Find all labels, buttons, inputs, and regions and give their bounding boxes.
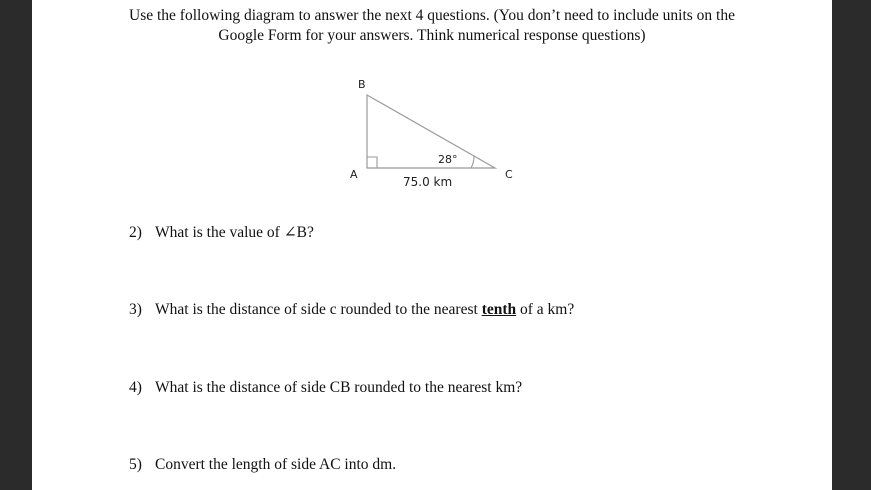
question-2 bbox=[129, 223, 314, 242]
document-page bbox=[32, 0, 832, 490]
question-5-number: 5) bbox=[129, 456, 142, 473]
question-5 bbox=[129, 456, 396, 474]
question-5-text: Convert the length of side AC into dm. bbox=[155, 456, 397, 473]
side-ac-label: 75.0 km bbox=[403, 175, 453, 189]
question-2-number: 2) bbox=[129, 224, 142, 241]
question-3-text-before: What is the distance of side c rounded to the nearest bbox=[155, 301, 482, 318]
vertex-label-b: B bbox=[358, 78, 366, 91]
question-3-emphasis: tenth bbox=[481, 301, 517, 318]
angle-arc-c bbox=[471, 156, 474, 168]
vertex-label-a: A bbox=[350, 168, 358, 181]
question-3-number: 3) bbox=[129, 301, 142, 318]
question-3 bbox=[129, 301, 574, 319]
triangle-diagram bbox=[32, 0, 832, 200]
question-4-text: What is the distance of side CB rounded to the nearest km? bbox=[155, 379, 523, 396]
vertex-label-c: C bbox=[505, 168, 513, 181]
instructions-line-1: Use the following diagram to answer the next 4 questions. (You don’t need to include units on the bbox=[129, 7, 735, 24]
question-4-number: 4) bbox=[129, 379, 142, 396]
question-2-text: What is the value of ∠B? bbox=[155, 224, 314, 241]
angle-c-label: 28° bbox=[438, 153, 458, 166]
instructions-line-2: Google Form for your answers. Think numerical response questions) bbox=[218, 27, 646, 44]
triangle-outline bbox=[367, 95, 495, 168]
question-4 bbox=[129, 379, 522, 397]
question-3-text-after: of a km? bbox=[516, 301, 575, 318]
right-angle-marker bbox=[367, 157, 377, 168]
